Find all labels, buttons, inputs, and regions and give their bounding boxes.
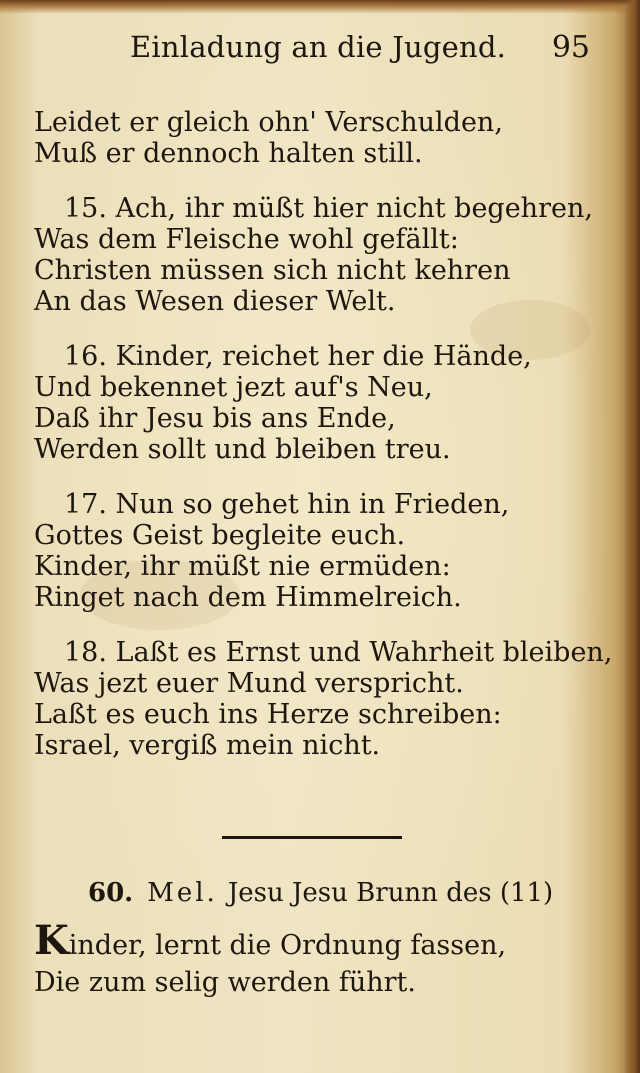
verse-15 — [34, 193, 614, 317]
running-title: Einladung an die Jugend. — [130, 30, 507, 64]
verse-16 — [34, 341, 614, 465]
verse-17 — [34, 489, 614, 613]
hymn-first-line-text: inder, lernt die Ordnung fassen, — [68, 930, 507, 961]
section-divider — [222, 836, 402, 839]
verse-number: 18. — [64, 637, 107, 668]
page-header — [130, 30, 590, 70]
verse-18 — [34, 637, 614, 761]
hymn-number: 60. — [88, 878, 134, 908]
hymn-opening — [34, 917, 614, 1001]
verse-line: Gottes Geist begleite euch. — [34, 520, 406, 551]
verse-number: 17. — [64, 489, 107, 520]
verse-line — [34, 637, 614, 668]
verse-line-text: Laßt es Ernst und Wahrheit bleiben, — [115, 637, 613, 668]
drop-cap: K — [34, 917, 69, 964]
verse-line-text: Ach, ihr müßt hier nicht begehren, — [115, 193, 593, 224]
verse-line — [34, 489, 614, 520]
verse-line: Leidet er gleich ohn' Verschulden, — [34, 107, 503, 138]
hymn-text — [34, 107, 614, 761]
verse-line: Was jezt euer Mund verspricht. — [34, 668, 464, 699]
verse-line: Muß er dennoch halten still. — [34, 138, 423, 169]
verse-line: Christen müssen sich nicht kehren — [34, 255, 511, 286]
verse-line — [34, 341, 614, 372]
verse-line: An das Wesen dieser Welt. — [34, 286, 396, 317]
verse-continuation — [34, 107, 614, 169]
verse-line: Werden sollt und bleiben treu. — [34, 434, 451, 465]
melody-label: Mel. — [147, 878, 218, 908]
verse-line: Israel, vergiß mein nicht. — [34, 730, 381, 761]
hymn-heading — [88, 878, 553, 908]
hymn-second-line: Die zum selig werden führt. — [34, 967, 416, 998]
page-top-edge — [0, 0, 640, 14]
verse-number: 16. — [64, 341, 107, 372]
page-number: 95 — [551, 30, 590, 65]
verse-line-text: Kinder, reichet her die Hände, — [115, 341, 532, 372]
verse-line — [34, 193, 614, 224]
hymn-first-line — [34, 917, 614, 964]
verse-line: Laßt es euch ins Herze schreiben: — [34, 699, 502, 730]
melody-name: Jesu Jesu Brunn des (11) — [227, 878, 554, 908]
verse-line: Und bekennet jezt auf's Neu, — [34, 372, 433, 403]
verse-line-text: Nun so gehet hin in Frieden, — [115, 489, 510, 520]
verse-line: Ringet nach dem Himmelreich. — [34, 582, 462, 613]
verse-line: Daß ihr Jesu bis ans Ende, — [34, 403, 396, 434]
verse-line: Was dem Fleische wohl gefällt: — [34, 224, 459, 255]
verse-number: 15. — [64, 193, 107, 224]
verse-line: Kinder, ihr müßt nie ermüden: — [34, 551, 451, 582]
page-right-edge — [624, 0, 640, 1073]
